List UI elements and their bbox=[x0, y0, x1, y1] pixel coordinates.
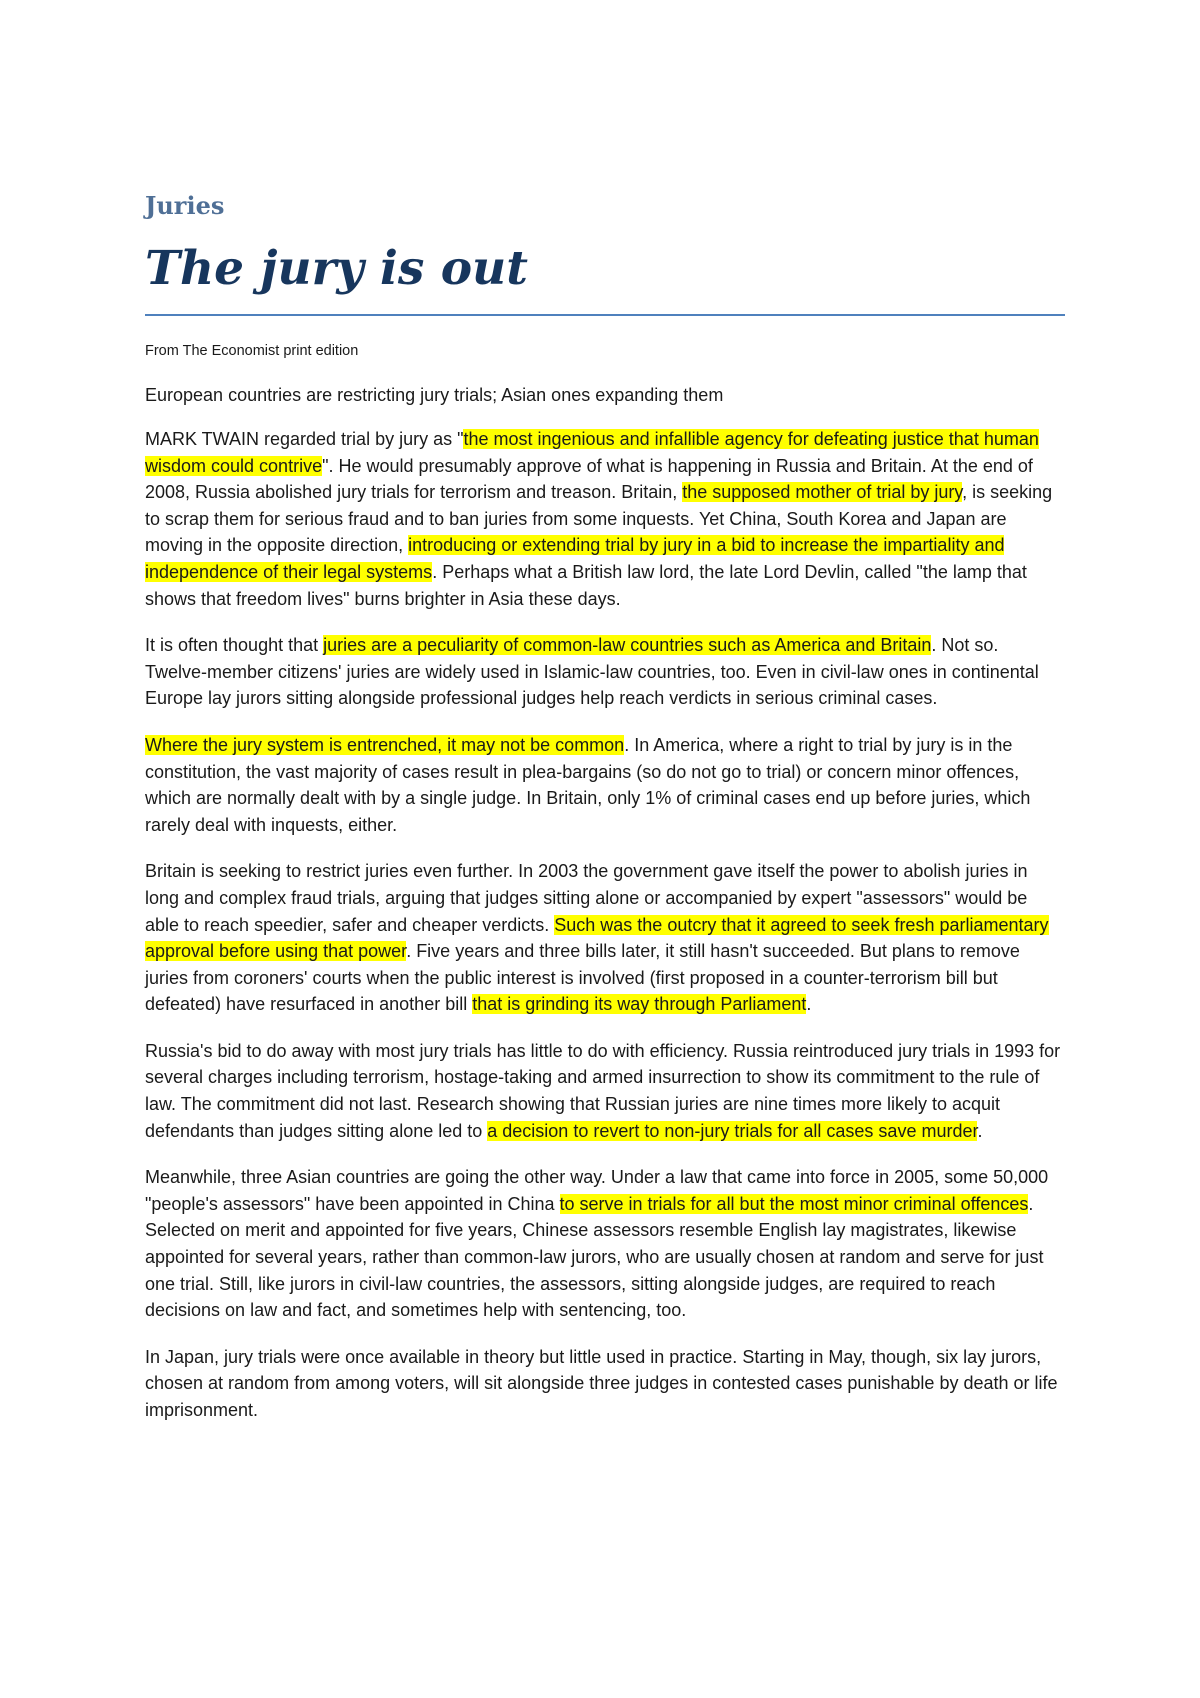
highlighted-text: that is grinding its way through Parliament bbox=[472, 994, 807, 1015]
highlighted-text: introducing or extending trial by jury in a bid to increase the impartiality and independence of their legal systems bbox=[145, 535, 1005, 582]
section-label: Juries bbox=[145, 191, 225, 220]
paragraph-text: MARK TWAIN regarded trial by jury as " bbox=[145, 429, 464, 449]
paragraph-text: . Selected on merit and appointed for five years, Chinese assessors resemble English lay magistrates, likewise appointed for several years, rather than common-law jurors, who are usually chosen at random and serve for just one trial. Still, like jurors in civil-law countries, the assessors, sitting alongside judges, are required to reach decisions on law and fact, and sometimes help with sentencing, too. bbox=[145, 1193, 1044, 1321]
paragraph-text: In Japan, jury trials were once available in theory but little used in practice. Starting in May, though, six lay jurors, chosen at random from among voters, will sit alongside three judges in contested cases punishable by death or life imprisonment. bbox=[145, 1346, 1058, 1420]
highlighted-text: Where the jury system is entrenched, it may not be common bbox=[145, 734, 625, 755]
paragraph-text: It is often thought that bbox=[145, 635, 324, 656]
paragraph-text: . bbox=[977, 1120, 983, 1141]
title-divider bbox=[145, 314, 1065, 316]
paragraph-text: Meanwhile, three Asian countries are going the other way. Under a law that came into force in 2005, some 50,000 "people's assessors" have been appointed in China bbox=[145, 1167, 1049, 1214]
source-line: From The Economist print edition bbox=[145, 343, 359, 359]
paragraph-text: . Five years and three bills later, it still hasn't succeeded. But plans to remove juries from coroners' courts when the public interest is involved (first proposed in a counter-terrorism bill but defeated) have resurfaced in another bill bbox=[145, 941, 1020, 1015]
highlighted-text: a decision to revert to non-jury trials for all cases save murder bbox=[487, 1120, 978, 1141]
highlighted-text: to serve in trials for all but the most minor criminal offences bbox=[559, 1193, 1029, 1214]
highlighted-text: the most ingenious and infallible agency for defeating justice that human wisdom could contrive bbox=[145, 429, 1039, 476]
paragraph bbox=[145, 858, 1065, 1018]
paragraph bbox=[145, 1344, 1065, 1424]
highlighted-text: Such was the outcry that it agreed to seek fresh parliamentary approval before using that power bbox=[145, 914, 1049, 962]
paragraph-text: . bbox=[806, 994, 812, 1015]
paragraph bbox=[145, 1038, 1065, 1144]
paragraph bbox=[145, 1164, 1065, 1324]
paragraph bbox=[145, 632, 1065, 712]
paragraph bbox=[145, 732, 1065, 838]
paragraph-text: Britain is seeking to restrict juries even further. In 2003 the government gave itself the power to abolish juries in long and complex fraud trials, arguing that judges sitting alone or accompanied by expert "assessors" would be able to reach speedier, safer and cheaper verdicts. bbox=[145, 861, 1028, 935]
paragraph-text: , is seeking to scrap them for serious fraud and to ban juries from some inquests. Yet China, South Korea and Japan are moving in the opposite direction, bbox=[145, 482, 1053, 556]
paragraph bbox=[145, 426, 1065, 612]
paragraph-text: Russia's bid to do away with most jury trials has little to do with efficiency. Russia reintroduced jury trials in 1993 for several charges including terrorism, hostage-taking and armed insurrection to show its commitment to the rule of law. The commitment did not last. Research showing that Russian juries are nine times more likely to acquit defendants than judges sitting alone led to bbox=[145, 1040, 1061, 1141]
paragraph-text: . Not so. Twelve-member citizens' juries are widely used in Islamic-law countries, too. Even in civil-law ones in continental Europe lay jurors sitting alongside professional judges help reach verdicts in serious criminal cases. bbox=[145, 635, 1039, 709]
highlighted-text: the supposed mother of trial by jury bbox=[682, 482, 963, 503]
article-title: The jury is out bbox=[145, 241, 528, 296]
standfirst: European countries are restricting jury trials; Asian ones expanding them bbox=[145, 385, 724, 405]
paragraph-text: . In America, where a right to trial by jury is in the constitution, the vast majority of cases result in plea-bargains (so do not go to trial) or concern minor offences, which are normally dealt with by a single judge. In Britain, only 1% of criminal cases end up before juries, which rarely deal with inquests, either. bbox=[145, 734, 1031, 835]
highlighted-text: juries are a peculiarity of common-law countries such as America and Britain bbox=[323, 635, 932, 656]
document-page bbox=[145, 190, 1065, 1444]
article-body bbox=[145, 426, 1065, 1424]
paragraph-text: ". He would presumably approve of what is happening in Russia and Britain. At the end of 2008, Russia abolished jury trials for terrorism and treason. Britain, bbox=[145, 455, 1033, 503]
paragraph-text: . Perhaps what a British law lord, the late Lord Devlin, called "the lamp that shows that freedom lives" burns brighter in Asia these days. bbox=[145, 561, 1027, 609]
